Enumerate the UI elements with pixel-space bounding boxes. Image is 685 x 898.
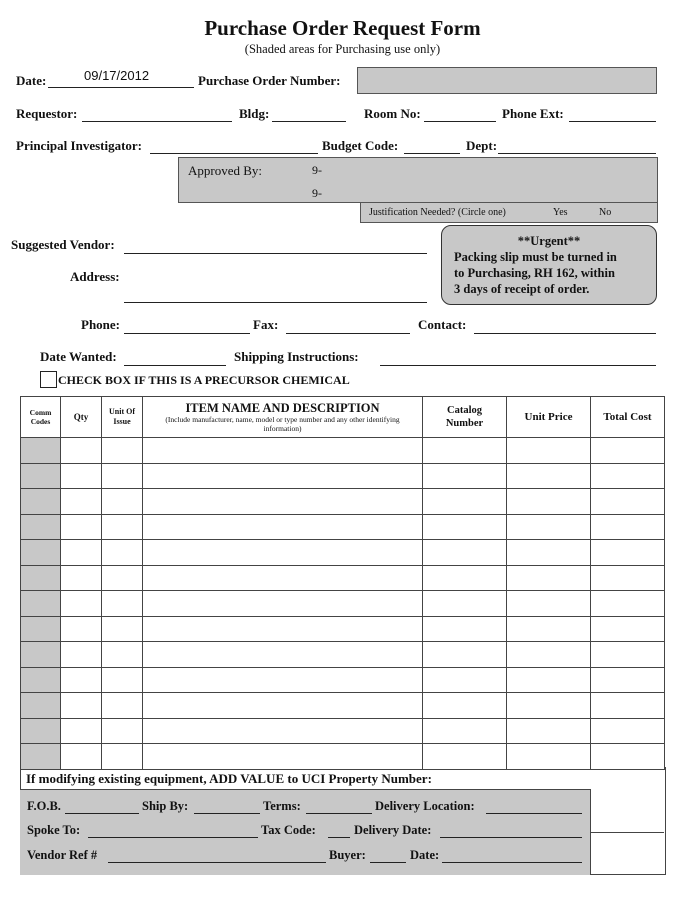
table-row (21, 642, 665, 668)
unit-price-cell[interactable] (507, 718, 591, 744)
address-label: Address: (70, 269, 120, 284)
approved-by-box[interactable] (178, 157, 658, 203)
unit-cell[interactable] (102, 693, 143, 719)
comm-code-cell[interactable] (21, 693, 61, 719)
total-cost-cell[interactable] (591, 565, 665, 591)
unit-cell[interactable] (102, 642, 143, 668)
qty-cell[interactable] (61, 514, 102, 540)
catalog-cell[interactable] (423, 642, 507, 668)
header-total-cost: Total Cost (591, 397, 665, 438)
delivery-location-field[interactable] (486, 813, 582, 814)
urgent-line-3: 3 days of receipt of order. (454, 282, 590, 296)
unit-cell[interactable] (102, 463, 143, 489)
unit-price-cell[interactable] (507, 591, 591, 617)
date-field[interactable]: 09/17/2012 (84, 68, 150, 83)
description-cell[interactable] (143, 438, 423, 464)
phone-ext-field[interactable] (569, 121, 656, 122)
qty-cell[interactable] (61, 489, 102, 515)
approved-by-label: Approved By: (188, 163, 263, 178)
comm-code-cell[interactable] (21, 540, 61, 566)
comm-codes-text: Comm Codes (29, 408, 52, 426)
qty-cell[interactable] (61, 693, 102, 719)
fax-label: Fax: (253, 317, 279, 332)
shipping-label: Shipping Instructions: (234, 349, 359, 364)
catalog-cell[interactable] (423, 514, 507, 540)
ship-by-field[interactable] (194, 813, 260, 814)
modify-equipment-label: If modifying existing equipment, ADD VALUE to UCI Property Number: (26, 771, 432, 786)
description-cell[interactable] (143, 718, 423, 744)
total-cost-cell[interactable] (591, 463, 665, 489)
fob-field[interactable] (65, 813, 139, 814)
urgent-line-2: to Purchasing, RH 162, within (454, 266, 615, 280)
unit-cell[interactable] (102, 591, 143, 617)
comm-code-cell[interactable] (21, 463, 61, 489)
total-cost-cell[interactable] (591, 693, 665, 719)
pi-label: Principal Investigator: (16, 138, 143, 153)
room-field[interactable] (424, 121, 496, 122)
bottom-date-label: Date: (410, 848, 440, 862)
total-cost-cell[interactable] (591, 642, 665, 668)
total-cost-cell[interactable] (591, 744, 665, 770)
unit-price-cell[interactable] (507, 438, 591, 464)
comm-code-cell[interactable] (21, 667, 61, 693)
catalog-cell[interactable] (423, 438, 507, 464)
bottom-date-field[interactable] (442, 862, 582, 863)
qty-cell[interactable] (61, 591, 102, 617)
total-cost-cell[interactable] (591, 540, 665, 566)
unit-price-cell[interactable] (507, 667, 591, 693)
catalog-cell[interactable] (423, 591, 507, 617)
fax-field[interactable] (286, 333, 410, 334)
header-catalog-number: Catalog Number (423, 397, 507, 438)
header-item-description (143, 397, 423, 438)
delivery-date-label: Delivery Date: (354, 823, 432, 837)
header-comm-codes (21, 397, 61, 438)
justification-yes[interactable]: Yes (553, 207, 568, 218)
unit-price-cell[interactable] (507, 744, 591, 770)
catalog-cell[interactable] (423, 616, 507, 642)
unit-cell[interactable] (102, 565, 143, 591)
pi-field[interactable] (150, 153, 318, 154)
precursor-checkbox[interactable] (40, 371, 57, 388)
date-wanted-label: Date Wanted: (40, 349, 117, 364)
qty-cell[interactable] (61, 718, 102, 744)
buyer-label: Buyer: (329, 848, 366, 862)
justification-no[interactable]: No (599, 207, 612, 218)
dept-field[interactable] (498, 153, 656, 154)
table-row (21, 591, 665, 617)
table-row (21, 565, 665, 591)
total-cost-cell[interactable] (591, 438, 665, 464)
justification-label: Justification Needed? (Circle one) (369, 207, 506, 218)
unit-cell[interactable] (102, 616, 143, 642)
po-number-label: Purchase Order Number: (198, 73, 341, 88)
justification-box (360, 202, 658, 223)
dept-label: Dept: (466, 138, 498, 153)
table-row (21, 744, 665, 770)
approved-line-2: 9- (312, 186, 322, 200)
comm-code-cell[interactable] (21, 438, 61, 464)
right-cell-divider (591, 832, 664, 833)
catalog-cell[interactable] (423, 565, 507, 591)
address-field[interactable] (124, 302, 427, 303)
requestor-field[interactable] (82, 121, 232, 122)
contact-label: Contact: (418, 317, 467, 332)
total-cost-cell[interactable] (591, 514, 665, 540)
unit-cell[interactable] (102, 744, 143, 770)
delivery-location-label: Delivery Location: (375, 799, 475, 813)
table-row (21, 489, 665, 515)
po-number-field[interactable] (357, 67, 657, 94)
items-table (20, 396, 665, 770)
approved-line-1: 9- (312, 163, 322, 177)
table-row (21, 463, 665, 489)
unit-price-cell[interactable] (507, 642, 591, 668)
comm-code-cell[interactable] (21, 616, 61, 642)
form-subtitle: (Shaded areas for Purchasing use only) (244, 42, 441, 56)
table-row (21, 514, 665, 540)
items-body (21, 438, 665, 770)
description-cell[interactable] (143, 642, 423, 668)
unit-price-cell[interactable] (507, 616, 591, 642)
unit-cell[interactable] (102, 489, 143, 515)
urgent-title: **Urgent** (517, 234, 581, 248)
catalog-cell[interactable] (423, 718, 507, 744)
fob-label: F.O.B. (27, 799, 61, 813)
description-cell[interactable] (143, 693, 423, 719)
table-header-row (21, 397, 665, 438)
ship-by-label: Ship By: (142, 799, 189, 813)
urgent-notice (441, 225, 657, 305)
catalog-cell[interactable] (423, 667, 507, 693)
unit-cell[interactable] (102, 514, 143, 540)
description-cell[interactable] (143, 514, 423, 540)
header-unit-price: Unit Price (507, 397, 591, 438)
unit-price-cell[interactable] (507, 693, 591, 719)
qty-cell[interactable] (61, 463, 102, 489)
description-cell[interactable] (143, 616, 423, 642)
tax-code-field[interactable] (328, 837, 350, 838)
table-row (21, 667, 665, 693)
precursor-label: CHECK BOX IF THIS IS A PRECURSOR CHEMICAL (58, 373, 350, 387)
item-note: (Include manufacturer, name, model or type number and any other identifying information) (165, 415, 400, 433)
room-label: Room No: (364, 106, 421, 121)
vendor-ref-label: Vendor Ref # (27, 848, 98, 862)
comm-code-cell[interactable] (21, 591, 61, 617)
total-cost-cell[interactable] (591, 591, 665, 617)
description-cell[interactable] (143, 540, 423, 566)
date-wanted-field[interactable] (124, 365, 226, 366)
catalog-cell[interactable] (423, 693, 507, 719)
comm-code-cell[interactable] (21, 514, 61, 540)
form-title: Purchase Order Request Form (204, 16, 481, 40)
delivery-date-field[interactable] (440, 837, 582, 838)
catalog-cell[interactable] (423, 463, 507, 489)
header-unit-of-issue: Unit Of Issue (102, 397, 143, 438)
unit-price-cell[interactable] (507, 489, 591, 515)
spoke-to-field[interactable] (88, 837, 258, 838)
phone-field[interactable] (124, 333, 250, 334)
comm-code-cell[interactable] (21, 642, 61, 668)
description-cell[interactable] (143, 565, 423, 591)
budget-field[interactable] (404, 153, 460, 154)
shipping-field[interactable] (380, 365, 656, 366)
total-cost-cell[interactable] (591, 667, 665, 693)
qty-cell[interactable] (61, 565, 102, 591)
qty-cell[interactable] (61, 540, 102, 566)
catalog-cell[interactable] (423, 540, 507, 566)
total-cost-cell[interactable] (591, 489, 665, 515)
table-row (21, 438, 665, 464)
buyer-field[interactable] (370, 862, 406, 863)
table-row (21, 540, 665, 566)
bldg-label: Bldg: (239, 106, 270, 121)
description-cell[interactable] (143, 667, 423, 693)
requestor-label: Requestor: (16, 106, 78, 121)
terms-label: Terms: (263, 799, 301, 813)
unit-cell[interactable] (102, 438, 143, 464)
total-cost-cell[interactable] (591, 718, 665, 744)
comm-code-cell[interactable] (21, 744, 61, 770)
phone-ext-label: Phone Ext: (502, 106, 564, 121)
table-row (21, 718, 665, 744)
description-cell[interactable] (143, 744, 423, 770)
description-cell[interactable] (143, 591, 423, 617)
table-row (21, 693, 665, 719)
qty-cell[interactable] (61, 667, 102, 693)
catalog-cell[interactable] (423, 489, 507, 515)
vendor-label: Suggested Vendor: (11, 237, 115, 252)
phone-label: Phone: (81, 317, 120, 332)
comm-code-cell[interactable] (21, 718, 61, 744)
unit-cell[interactable] (102, 718, 143, 744)
unit-cell[interactable] (102, 540, 143, 566)
unit-price-cell[interactable] (507, 565, 591, 591)
budget-label: Budget Code: (322, 138, 399, 153)
qty-cell[interactable] (61, 744, 102, 770)
vendor-field[interactable] (124, 253, 427, 254)
total-cost-cell[interactable] (591, 616, 665, 642)
catalog-cell[interactable] (423, 744, 507, 770)
comm-code-cell[interactable] (21, 565, 61, 591)
unit-price-cell[interactable] (507, 463, 591, 489)
qty-cell[interactable] (61, 438, 102, 464)
tax-code-label: Tax Code: (261, 823, 316, 837)
qty-cell[interactable] (61, 642, 102, 668)
bldg-field[interactable] (272, 121, 346, 122)
description-cell[interactable] (143, 489, 423, 515)
description-cell[interactable] (143, 463, 423, 489)
date-line (48, 87, 194, 88)
qty-cell[interactable] (61, 616, 102, 642)
table-row (21, 616, 665, 642)
unit-cell[interactable] (102, 667, 143, 693)
urgent-line-1: Packing slip must be turned in (454, 250, 617, 264)
spoke-to-label: Spoke To: (27, 823, 81, 837)
date-label: Date: (16, 73, 47, 88)
contact-field[interactable] (474, 333, 656, 334)
comm-code-cell[interactable] (21, 489, 61, 515)
unit-price-cell[interactable] (507, 540, 591, 566)
header-qty: Qty (61, 397, 102, 438)
vendor-ref-field[interactable] (108, 862, 326, 863)
terms-field[interactable] (306, 813, 372, 814)
item-title: ITEM NAME AND DESCRIPTION (185, 401, 380, 415)
unit-price-cell[interactable] (507, 514, 591, 540)
